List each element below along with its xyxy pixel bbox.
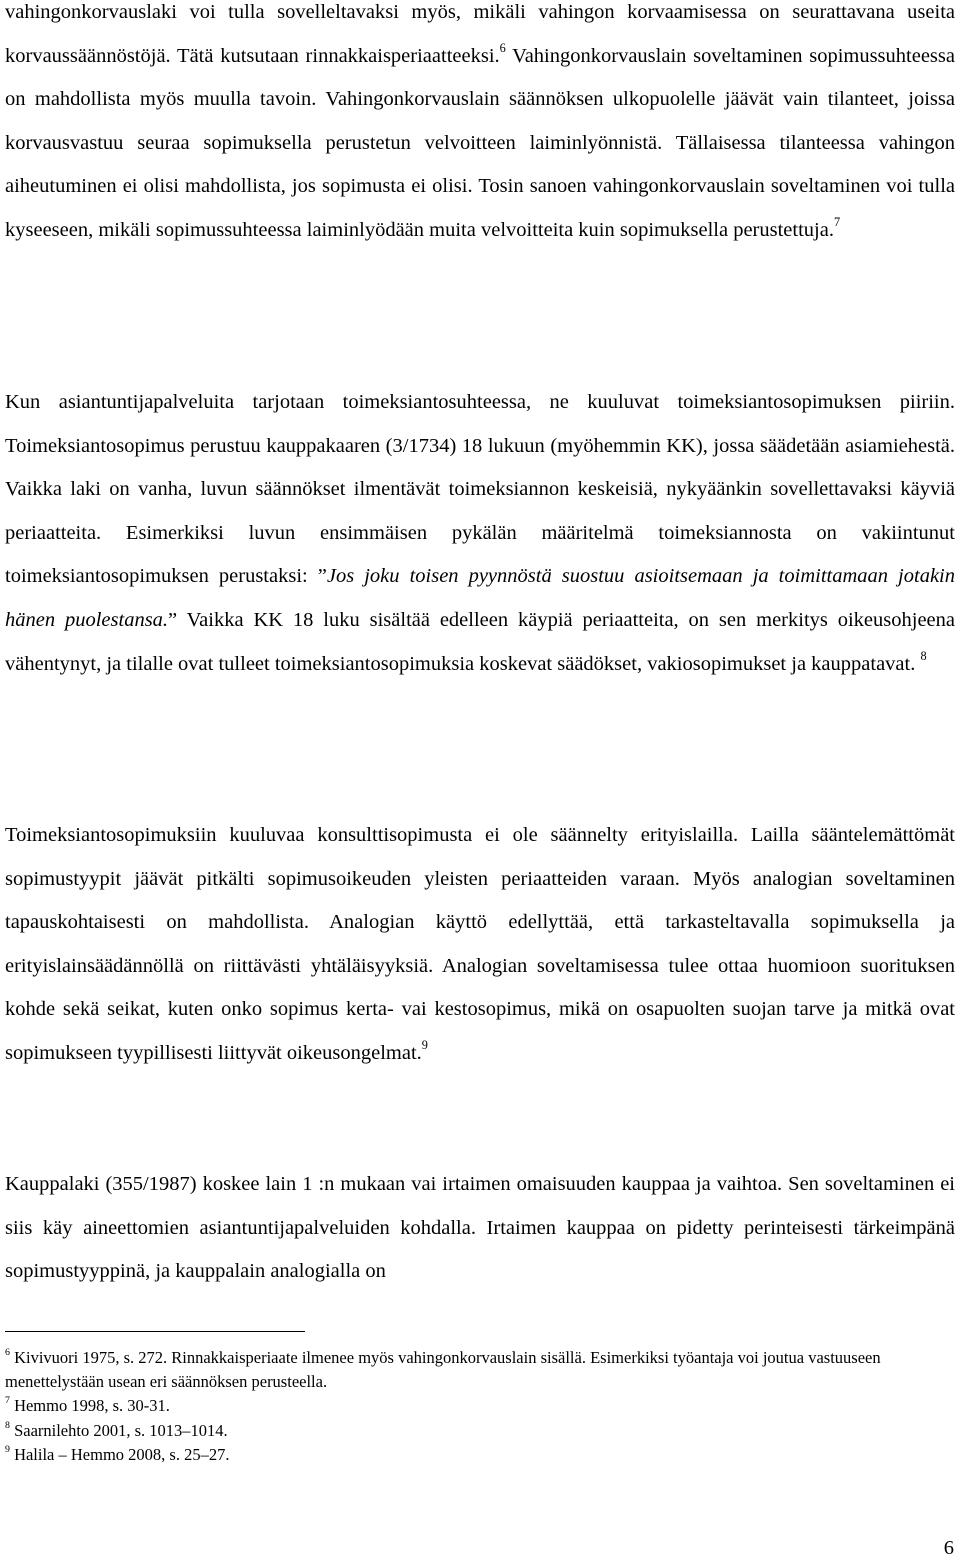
footnote-text: Kivivuori 1975, s. 272. Rinnakkaisperiaate ilmenee myös vahingonkorvauslain sisällä. Esimerkiksi työantaja voi joutua vastuuseen menettelystään usean eri säännöksen perusteella. xyxy=(5,1348,881,1392)
text-segment: Kun asiantuntijapalveluita tarjotaan toimeksiantosuhteessa, ne kuuluvat toimeksiantosopimuksen piiriin. Toimeksiantosopimus perustuu kauppakaaren (3/1734) 18 lukuun (myöhemmin KK), jossa säädetään asiamiehestä. Vaikka laki on vanha, luvun säännökset ilmentävät toimeksiannon keskeisiä, nykyäänkin sovellettavaksi käyviä periaatteita. Esimerkiksi luvun ensimmäisen pykälän määritelmä toimeksiannosta on vakiintunut toimeksiantosopimuksen perustaksi: ” xyxy=(5,391,955,588)
paragraph-4 xyxy=(5,1163,955,1294)
footnote-6 xyxy=(5,1346,955,1394)
footnote-text: Saarnilehto 2001, s. 1013–1014. xyxy=(9,1420,228,1440)
footnote-number: 9 xyxy=(5,1443,10,1455)
page-number: 6 xyxy=(943,1537,954,1559)
paragraph-1 xyxy=(5,0,955,253)
text-segment: ” Vaikka KK 18 luku sisältää edelleen käypiä periaatteita, on sen merkitys oikeusohjeena vähentynyt, ja tilalle ovat tulleet toimeksiantosopimuksia koskevat säädökset, vakiosopimukset ja kauppatavat. xyxy=(5,608,956,675)
footnote-separator xyxy=(5,1331,305,1332)
paragraph-2 xyxy=(5,381,955,686)
footnote-9 xyxy=(5,1443,955,1467)
footnote-ref-6[interactable]: 6 xyxy=(499,40,506,55)
footnote-7 xyxy=(5,1394,955,1418)
footnotes xyxy=(5,1346,955,1467)
footnote-ref-9[interactable]: 9 xyxy=(421,1038,428,1053)
text-segment: Vahingonkorvauslain soveltaminen sopimussuhteessa on mahdollista myös muulla tavoin. Vahingonkorvauslain säännöksen ulkopuolelle jäävät vain tilanteet, joissa korvausvastuu seuraa sopimuksella perustetun velvoitteen laiminlyönnistä. Tällaisessa tilanteessa vahingon aiheutuminen ei olisi mahdollista, jos sopimusta ei olisi. Tosin sanoen vahingonkorvauslain soveltaminen voi tulla kyseeseen, mikäli sopimussuhteessa laiminlyödään muita velvoitteita kuin sopimuksella perustettuja. xyxy=(5,44,955,241)
text-segment: vahingonkorvauslaki voi tulla sovelleltavaksi myös, mikäli vahingon korvaamisessa on seurattavana useita korvaussäännöstöjä. Tätä kutsutaan rinnakkaisperiaatteeksi. xyxy=(5,1,955,67)
quoted-definition: Jos joku toisen pyynnöstä suostuu asioitsemaan ja toimittamaan jotakin hänen puolestansa. xyxy=(5,565,955,631)
footnote-text: Halila – Hemmo 2008, s. 25–27. xyxy=(9,1444,230,1464)
footnote-text: Hemmo 1998, s. 30-31. xyxy=(9,1396,170,1416)
footnote-ref-8[interactable]: 8 xyxy=(920,648,927,663)
text-segment: Toimeksiantosopimuksiin kuuluvaa konsulttisopimusta ei ole säännelty erityislailla. Lailla sääntelemättömät sopimustyypit jäävät pitkälti sopimusoikeuden yleisten periaatteiden varaan. Myös analogian soveltaminen tapauskohtaisesti on mahdollista. Analogian käyttö edellyttää, että tarkasteltavalla sopimuksella ja erityislainsäädännöllä on riittävästi yhtäläisyyksiä. Analogian soveltamisessa tulee ottaa huomioon suorituksen kohde sekä seikat, kuten onko sopimus kerta- vai kestosopimus, mikä on osapuolten suojan tarve ja mitkä ovat sopimukseen tyypillisesti liittyvät oikeusongelmat. xyxy=(5,824,955,1064)
footnote-number: 6 xyxy=(5,1347,10,1359)
paragraph-3 xyxy=(5,814,955,1076)
footnote-number: 7 xyxy=(5,1395,10,1407)
footnote-ref-7[interactable]: 7 xyxy=(833,215,841,230)
text-segment: Kauppalaki (355/1987) koskee lain 1 :n mukaan vai irtaimen omaisuuden kauppaa ja vaihtoa. Sen soveltaminen ei siis käy aineettomien asiantuntijapalveluiden kohdalla. Irtaimen kauppaa on pidetty perinteisesti tärkeimpänä sopimustyyppinä, ja kauppalain analogialla on xyxy=(5,1173,955,1283)
footnote-8 xyxy=(5,1419,955,1443)
footnote-number: 8 xyxy=(5,1419,10,1431)
